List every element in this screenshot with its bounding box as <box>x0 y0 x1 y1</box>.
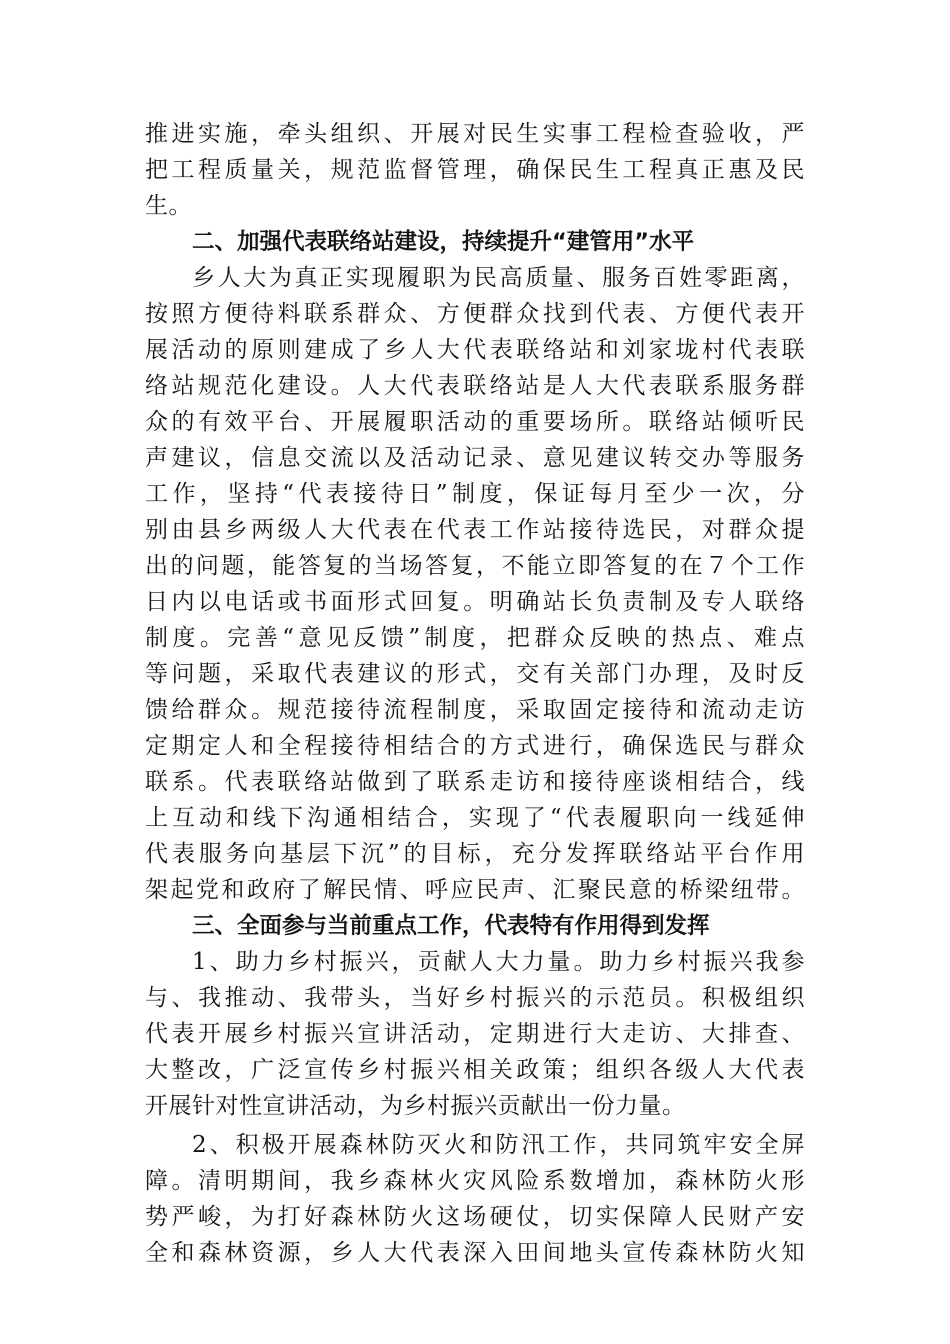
paragraph-line: 乡人大为真正实现履职为民高质量、服务百姓零距离， <box>192 265 805 291</box>
paragraph-line: 定期定人和全程接待相结合的方式进行，确保选民与群众 <box>145 733 805 759</box>
paragraph-line: 联系。代表联络站做到了联系走访和接待座谈相结合，线 <box>145 769 805 795</box>
paragraph-line: 开展针对性宣讲活动，为乡村振兴贡献出一份力量。 <box>145 1093 686 1119</box>
paragraph-line: 工作，坚持“代表接待日”制度，保证每月至少一次，分 <box>145 481 805 507</box>
paragraph-line: 制度。完善“意见反馈”制度，把群众反映的热点、难点 <box>145 625 805 651</box>
paragraph-line: 障。清明期间，我乡森林火灾风险系数增加，森林防火形 <box>145 1168 805 1194</box>
paragraph-line: 日内以电话或书面形式回复。明确站长负责制及专人联络 <box>145 589 805 615</box>
paragraph-line: 别由县乡两级人大代表在代表工作站接待选民，对群众提 <box>145 517 805 543</box>
paragraph-line: 上互动和线下沟通相结合，实现了“代表履职向一线延伸 <box>145 805 805 831</box>
paragraph-line: 展活动的原则建成了乡人大代表联络站和刘家垅村代表联 <box>145 337 805 363</box>
paragraph-line: 等问题，采取代表建议的形式，交有关部门办理，及时反 <box>145 661 805 687</box>
paragraph-line: 络站规范化建设。人大代表联络站是人大代表联系服务群 <box>145 373 805 399</box>
section-heading: 二、加强代表联络站建设，持续提升“建管用”水平 <box>192 229 695 255</box>
paragraph-line: 推进实施，牵头组织、开展对民生实事工程检查验收，严 <box>145 121 805 147</box>
paragraph-line: 代表服务向基层下沉”的目标，充分发挥联络站平台作用 <box>145 841 805 867</box>
section-heading: 三、全面参与当前重点工作，代表特有作用得到发挥 <box>192 913 710 939</box>
paragraph-line: 按照方便待料联系群众、方便群众找到代表、方便代表开 <box>145 301 805 327</box>
paragraph-line: 把工程质量关，规范监督管理，确保民生工程真正惠及民 <box>145 157 805 183</box>
paragraph-line: 代表开展乡村振兴宣讲活动，定期进行大走访、大排查、 <box>145 1021 805 1047</box>
paragraph-line: 馈给群众。规范接待流程制度，采取固定接待和流动走访 <box>145 697 805 723</box>
paragraph-line: 出的问题，能答复的当场答复，不能立即答复的在７个工作 <box>145 553 805 579</box>
paragraph-line: 大整改，广泛宣传乡村振兴相关政策；组织各级人大代表 <box>145 1057 805 1083</box>
paragraph-line: 声建议，信息交流以及活动记录、意见建议转交办等服务 <box>145 445 805 471</box>
paragraph-line: 2、积极开展森林防灭火和防汛工作，共同筑牢安全屏 <box>192 1132 805 1158</box>
paragraph-line: 势严峻，为打好森林防火这场硬仗，切实保障人民财产安 <box>145 1204 805 1230</box>
paragraph-line: 众的有效平台、开展履职活动的重要场所。联络站倾听民 <box>145 409 805 435</box>
paragraph-line: 全和森林资源，乡人大代表深入田间地头宣传森林防火知 <box>145 1240 805 1266</box>
paragraph-line: 生。 <box>145 193 192 219</box>
paragraph-line: 1、助力乡村振兴，贡献人大力量。助力乡村振兴我参 <box>192 949 805 975</box>
paragraph-line: 架起党和政府了解民情、呼应民声、汇聚民意的桥梁纽带。 <box>145 877 805 903</box>
paragraph-line: 与、我推动、我带头，当好乡村振兴的示范员。积极组织 <box>145 985 805 1011</box>
